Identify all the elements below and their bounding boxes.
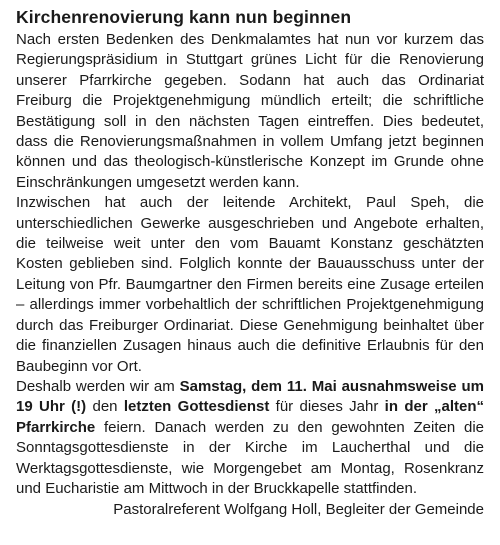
article-title: Kirchenrenovierung kann nun beginnen [16,7,352,27]
paragraph-last-service [16,377,484,499]
text-segment: Deshalb werden wir am [16,377,180,395]
paragraph-approval: Nach ersten Bedenken des Denkmalamtes hat nun vor kurzem das Regierungspräsidium in Stuttgart grünes Licht für die Renovierung unserer Pfarrkirche gegeben. Sodann hat auch das Ordinariat Freiburg die Projektgenehmigung mündlich erteilt; die schriftliche Bestätigung soll in den nächsten Tagen eintreffen. Dies bedeutet, dass die Renovierungsmaßnahmen in vollem Umfang jetzt beginnen können und das theologisch-künstlerische Konzept im Grunde ohne Einschränkungen umgesetzt werden kann. [16,31,484,191]
text-segment: für dieses Jahr [269,398,385,416]
text-segment: den [86,398,124,416]
bold-date-time: Samstag, dem 11. Mai ausnahmsweise um 19 Uhr (!) [16,377,484,416]
text-segment: feiern. Danach werden zu den gewohnten Zeiten die Sonntagsgottesdienste in der Kirche im Laucherthal und die Werktagsgottesdienste, wie Morgengebet am Montag, Rosenkranz und Eucharistie am Mittwoch in der Bruckkapelle stattfinden. [16,418,484,497]
paragraph-contracts: Inzwischen hat auch der leitende Architekt, Paul Speh, die unterschiedlichen Gewerke ausgeschrieben und Angebote erhalten, die teilweise weit unter den vom Bauamt Konstanz geschätzten Kosten geblieben sind. Folglich konnte der Bauausschuss unter der Leitung von Pfr. Baumgartner den Firmen bereits eine Zusage erteilen – allerdings immer vorbehaltlich der schriftlichen Projektgenehmigung durch das Freiburger Ordinariat. Diese Genehmigung beinhaltet über die finanziellen Zusagen hinaus auch die definitive Erlaubnis für den Baubeginn vor Ort. [16,194,484,375]
author-signature: Pastoralreferent Wolfgang Holl, Begleiter der Gemeinde [113,501,484,519]
bold-old-church: in der „alten“ Pfarrkirche [16,398,484,436]
article [16,4,484,521]
bold-last-service: letzten Gottesdienst [123,398,270,416]
